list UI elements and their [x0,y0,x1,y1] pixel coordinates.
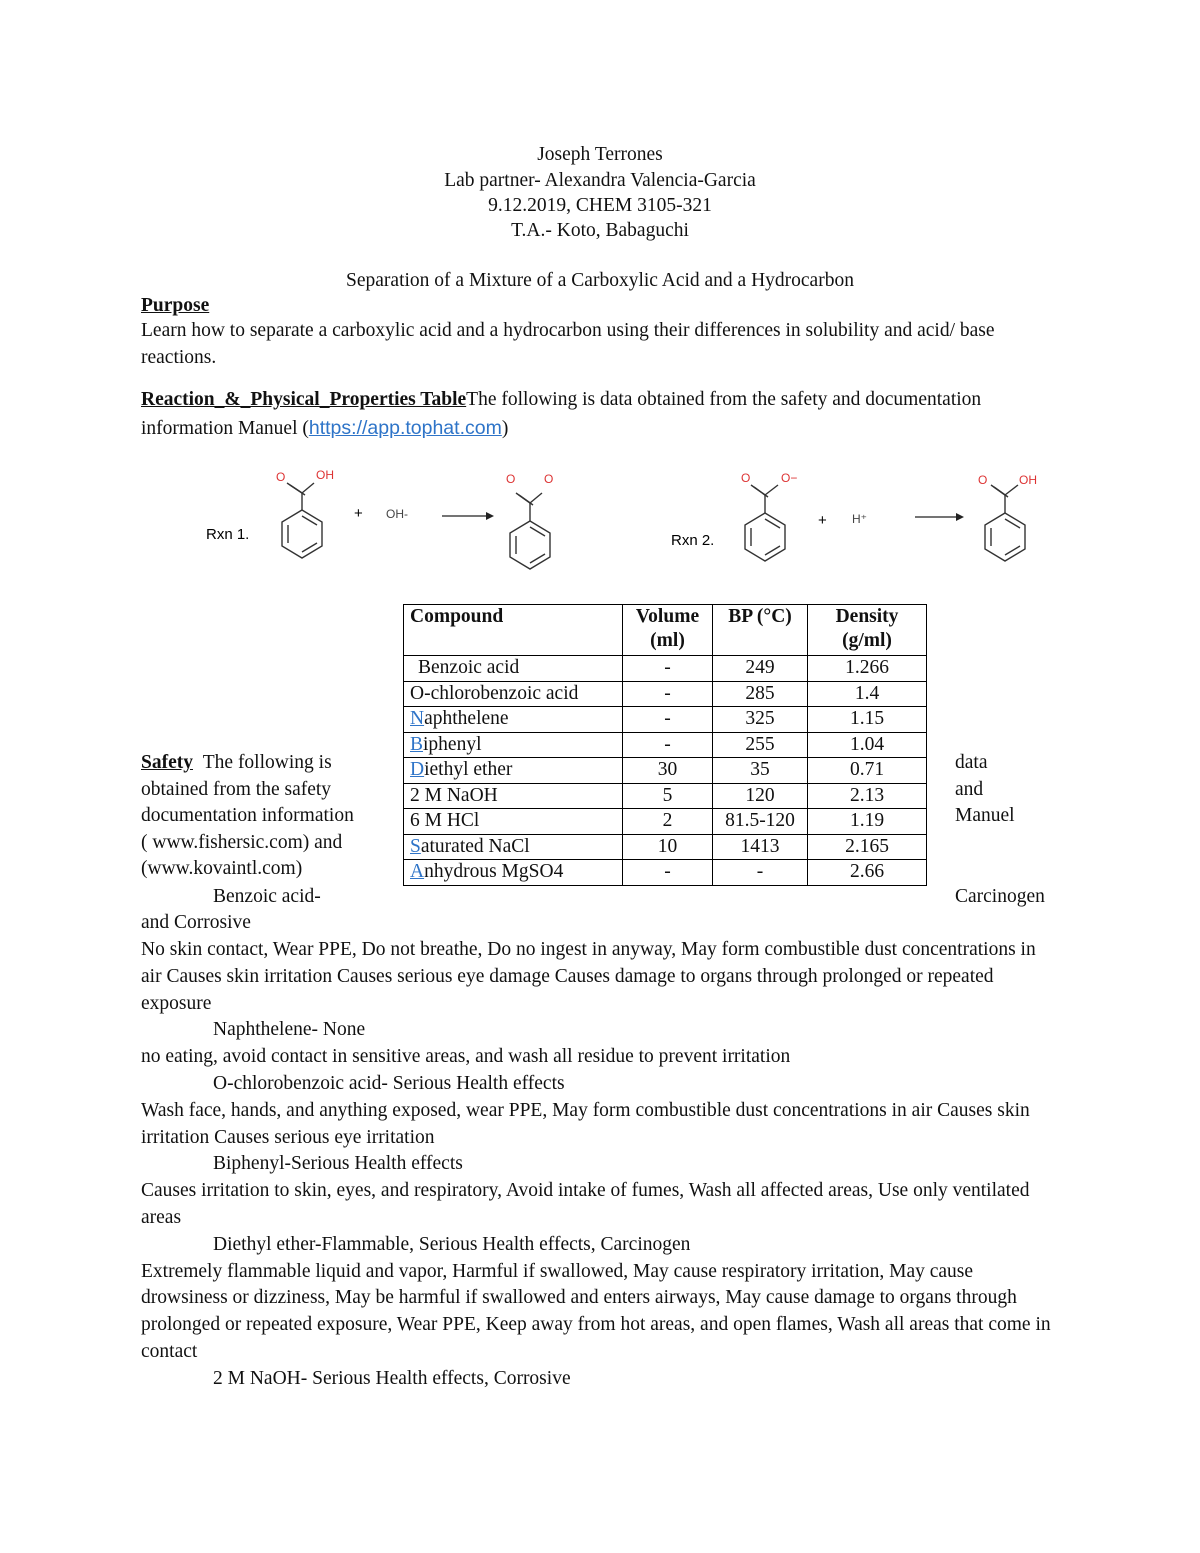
safety-item-text: Wash face, hands, and anything exposed, wear PPE, May form combustible dust concentrations in air Causes skin irritation Causes serious eye irritation [141,1099,1030,1148]
value-cell: 1.04 [808,732,927,758]
compound-cell: Diethyl ether [404,758,623,784]
table-row [404,758,927,784]
safety-item-text: no eating, avoid contact in sensitive areas, and wash all residue to prevent irritation [141,1046,791,1068]
table-header-row [404,605,927,656]
safety-items [141,1017,1056,1392]
safety-intro-right: data and Manuel [955,752,1015,826]
value-cell: 1413 [713,834,808,860]
value-cell: 35 [713,758,808,784]
purpose-text: Learn how to separate a carboxylic acid and a hydrocarbon using their differences in solubility and acid/ base reactions. [141,320,995,368]
reaction-scheme [190,455,1070,575]
safety-item-text: Extremely flammable liquid and vapor, Harmful if swallowed, May cause respiratory irritation, May cause drowsiness or dizziness, May be harmful if swallowed and enters airways, May cause damage to organs through prolonged or repeated exposure, Wear PPE, Keep away from hot areas, and open flames, Wash all areas that come in contact [141,1260,1051,1362]
safety-details [141,937,1056,1393]
value-cell: 81.5-120 [713,809,808,835]
tophat-link[interactable]: https://app.tophat.com [308,417,502,439]
value-cell: 10 [623,834,713,860]
plus-sign-2: + [818,512,827,529]
value-cell: 30 [623,758,713,784]
svg-text:O−: O− [781,471,798,485]
svg-text:O: O [741,471,751,485]
benzoate-structure-2 [745,485,785,561]
reaction-arrow-icon-2 [915,513,964,521]
svg-text:O: O [276,470,286,484]
value-cell: 1.4 [808,681,927,707]
compound-cell: Benzoic acid [404,656,623,682]
header-bp: BP (°C) [713,605,808,656]
proton-label: H⁺ [852,512,867,526]
value-cell: 5 [623,783,713,809]
hydroxide-label: OH- [386,507,408,521]
table-row [404,681,927,707]
benzoate-structure [510,493,550,569]
svg-text:OH: OH [316,468,334,482]
compound-cell: Naphthelene [404,707,623,733]
rxn2-label: Rxn 2. [671,532,715,549]
svg-text:O: O [506,472,516,486]
header-density: Density (g/ml) [808,605,927,656]
document-title: Separation of a Mixture of a Carboxylic Acid and a Hydrocarbon [346,270,854,291]
value-cell: 1.19 [808,809,927,835]
svg-text:OH: OH [1019,473,1037,487]
value-cell: - [623,707,713,733]
header-volume: Volume (ml) [623,605,713,656]
value-cell: 325 [713,707,808,733]
teaching-assistant: T.A.- Koto, Babaguchi [511,220,689,241]
safety-item-label: 2 M NaOH- Serious Health effects, Corrosive [213,1367,571,1389]
table-row [404,732,927,758]
reaction-paragraph: Reaction_&_Physical_Properties TableThe following is data obtained from the safety and documentation information Manuel (https://app.tophat.com) [141,389,982,439]
value-cell: 1.15 [808,707,927,733]
reaction-heading: Reaction_&_Physical_Properties Table [141,389,467,410]
safety-item-label: Naphthelene- None [213,1019,366,1041]
value-cell: 2.66 [808,860,927,886]
lab-partner: Lab partner- Alexandra Valencia-Garcia [444,170,756,191]
compound-cell: O-chlorobenzoic acid [404,681,623,707]
purpose-heading: Purpose [141,295,210,316]
reaction-arrow-icon [442,512,494,520]
table-row [404,783,927,809]
table-body [404,656,927,886]
value-cell: 285 [713,681,808,707]
compound-cell: Biphenyl [404,732,623,758]
value-cell: 255 [713,732,808,758]
table-row [404,860,927,886]
compound-cell: Saturated NaCl [404,834,623,860]
rxn1-label: Rxn 1. [206,526,250,543]
value-cell: - [623,732,713,758]
safety-item-label: Diethyl ether-Flammable, Serious Health effects, Carcinogen [213,1233,691,1255]
value-cell: 2.13 [808,783,927,809]
value-cell: 249 [713,656,808,682]
safety-heading: Safety [141,752,193,773]
value-cell: - [623,860,713,886]
author-name: Joseph Terrones [537,144,663,165]
safety-benzoic-label: Benzoic acid- [213,886,321,907]
table-row [404,834,927,860]
reaction-intro: The following is data obtained from the safety and documentation information Manuel ( [141,389,982,439]
table-row [404,707,927,733]
svg-text:O: O [544,472,554,486]
physical-properties-table [403,604,927,886]
value-cell: 2.165 [808,834,927,860]
value-cell: - [713,860,808,886]
benzoic-acid-structure [282,483,322,558]
table-row [404,656,927,682]
safety-benzoic-right: Carcinogen [955,886,1045,907]
value-cell: 120 [713,783,808,809]
safety-item-label: O-chlorobenzoic acid- Serious Health effects [213,1072,565,1094]
value-cell: 1.266 [808,656,927,682]
safety-item-label: Biphenyl-Serious Health effects [213,1153,463,1175]
header-compound: Compound [404,605,623,656]
plus-sign: + [354,505,363,522]
value-cell: 2 [623,809,713,835]
safety-intro-left: Safety The following is obtained from the safety documentation information ( www.fishersic.com) and (www.kovaintl.com) [141,752,354,879]
date-course: 9.12.2019, CHEM 3105-321 [488,195,712,216]
value-cell: - [623,656,713,682]
value-cell: 0.71 [808,758,927,784]
table-row [404,809,927,835]
safety-benzoic-cont: and Corrosive [141,912,251,933]
compound-cell: 6 M HCl [404,809,623,835]
benzoic-acid-structure-2 [985,485,1025,561]
safety-benzoic-text: No skin contact, Wear PPE, Do not breathe, Do no ingest in anyway, May form combustible dust concentrations in air Causes skin irritation Causes serious eye damage Causes damage to organs through prolonged or repeated exposure [141,939,1036,1014]
compound-cell: Anhydrous MgSO4 [404,860,623,886]
value-cell: - [623,681,713,707]
compound-cell: 2 M NaOH [404,783,623,809]
safety-item-text: Causes irritation to skin, eyes, and respiratory, Avoid intake of fumes, Wash all affected areas, Use only ventilated areas [141,1180,1030,1228]
svg-text:O: O [978,473,988,487]
